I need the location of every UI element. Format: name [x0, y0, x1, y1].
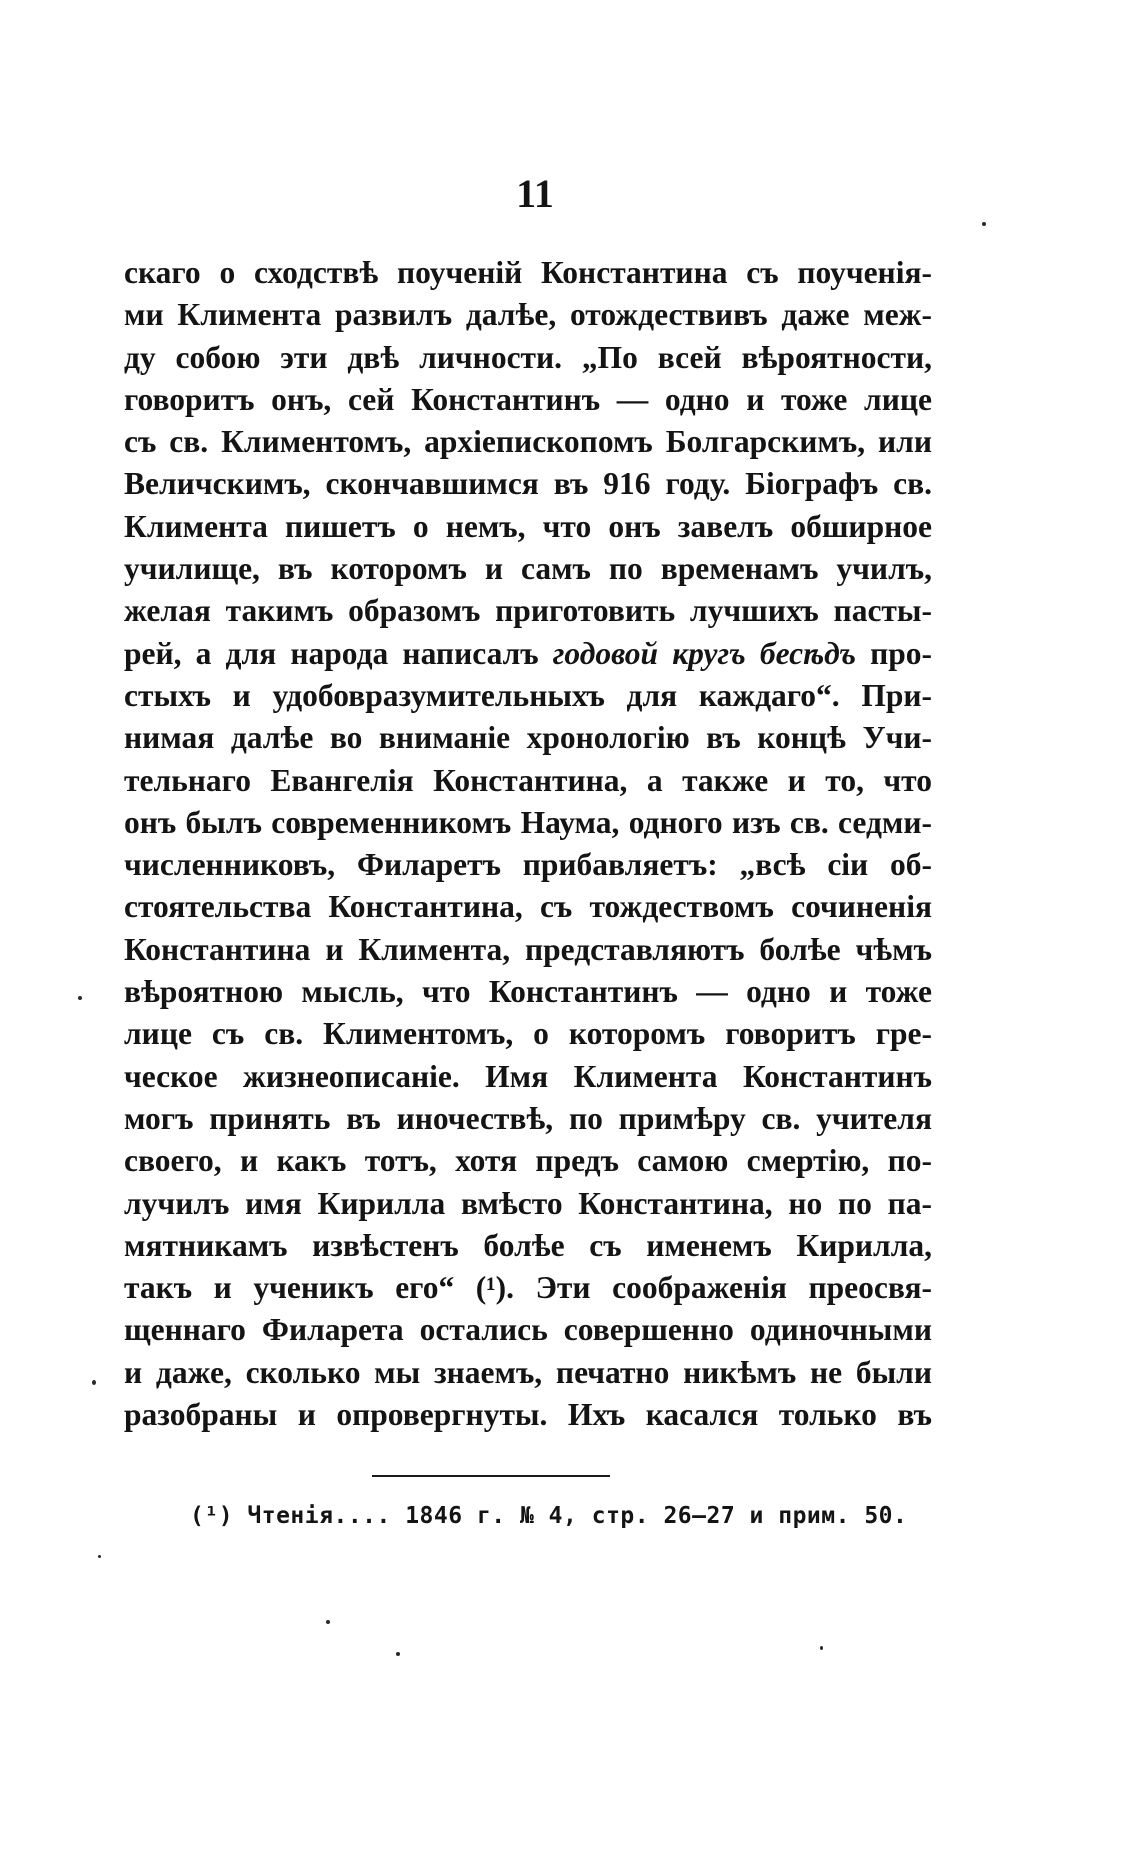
- text-line: тельнаго Евангелія Константина, а также и то, что: [124, 762, 932, 798]
- text-line: вѣроятною мысль, что Константинъ — одно и тоже: [124, 974, 932, 1010]
- text-line: разобраны и опровергнуты. Ихъ касался только въ: [124, 1397, 932, 1433]
- scan-speck: [982, 222, 986, 226]
- text-segment: рей, а для народа написалъ: [124, 635, 553, 671]
- text-line: Климента пишетъ о немъ, что онъ завелъ обширное: [124, 508, 932, 544]
- text-line: желая такимъ образомъ приготовить лучшихъ пасты-: [124, 593, 932, 629]
- text-line: говоритъ онъ, сей Константинъ — одно и тоже лице: [124, 381, 932, 417]
- scan-speck: [396, 1652, 400, 1656]
- scan-speck: [98, 1555, 101, 1558]
- scan-speck: [92, 1380, 96, 1385]
- text-line: онъ былъ современникомъ Наума, одного изъ св. седми-: [124, 804, 932, 840]
- text-line: мятникамъ извѣстенъ болѣе съ именемъ Кирилла,: [124, 1227, 932, 1263]
- text-line: щеннаго Филарета остались совершенно одиночными: [124, 1312, 932, 1348]
- text-line: Константина и Климента, представляютъ болѣе чѣмъ: [124, 931, 932, 967]
- text-line: ми Климента развилъ далѣе, отождествивъ даже меж-: [124, 297, 932, 333]
- text-line: Величскимъ, скончавшимся въ 916 году. Біографъ св.: [124, 466, 932, 502]
- text-line: ду собою эти двѣ личности. „По всей вѣроятности,: [124, 339, 932, 375]
- text-line: лице съ св. Климентомъ, о которомъ говоритъ гре-: [124, 1016, 932, 1052]
- text-line-with-italic: [124, 633, 932, 675]
- text-line: стоятельства Константина, съ тождествомъ сочиненія: [124, 889, 932, 925]
- text-line: съ св. Климентомъ, архіепископомъ Болгарскимъ, или: [124, 424, 932, 460]
- footnote-divider: [372, 1475, 610, 1477]
- text-line: училище, въ которомъ и самъ по временамъ училъ,: [124, 551, 932, 587]
- text-line: ческое жизнеописаніе. Имя Климента Константинъ: [124, 1058, 932, 1094]
- text-line: лучилъ имя Кирилла вмѣсто Константина, но по па-: [124, 1185, 932, 1221]
- text-line: скаго о сходствѣ поученій Константина съ поученія-: [124, 255, 932, 290]
- text-segment: про-: [855, 635, 932, 671]
- text-line: такъ и ученикъ его“ (¹). Эти соображенія преосвя-: [124, 1270, 932, 1306]
- body-text: [124, 252, 932, 1436]
- page-number: 11: [516, 171, 554, 216]
- italic-phrase: годовой кругъ бесѣдъ: [552, 635, 856, 671]
- scan-speck: [326, 1620, 330, 1624]
- scan-speck: [78, 996, 82, 1000]
- scan-speck: [820, 1646, 823, 1650]
- footnote: (¹) Чтенія.... 1846 г. № 4, стр. 26—27 и прим. 50.: [190, 1503, 908, 1529]
- text-line: численниковъ, Филаретъ прибавляетъ: „всѣ сіи об-: [124, 847, 932, 883]
- text-line: стыхъ и удобовразумительныхъ для каждаго“. При-: [124, 677, 932, 713]
- text-line: могъ принять въ иночествѣ, по примѣру св. учителя: [124, 1100, 932, 1136]
- text-line: нимая далѣе во вниманіе хронологію въ концѣ Учи-: [124, 720, 932, 756]
- text-line: и даже, сколько мы знаемъ, печатно никѣмъ не были: [124, 1354, 932, 1390]
- text-line: своего, и какъ тотъ, хотя предъ самою смертію, по-: [124, 1143, 932, 1179]
